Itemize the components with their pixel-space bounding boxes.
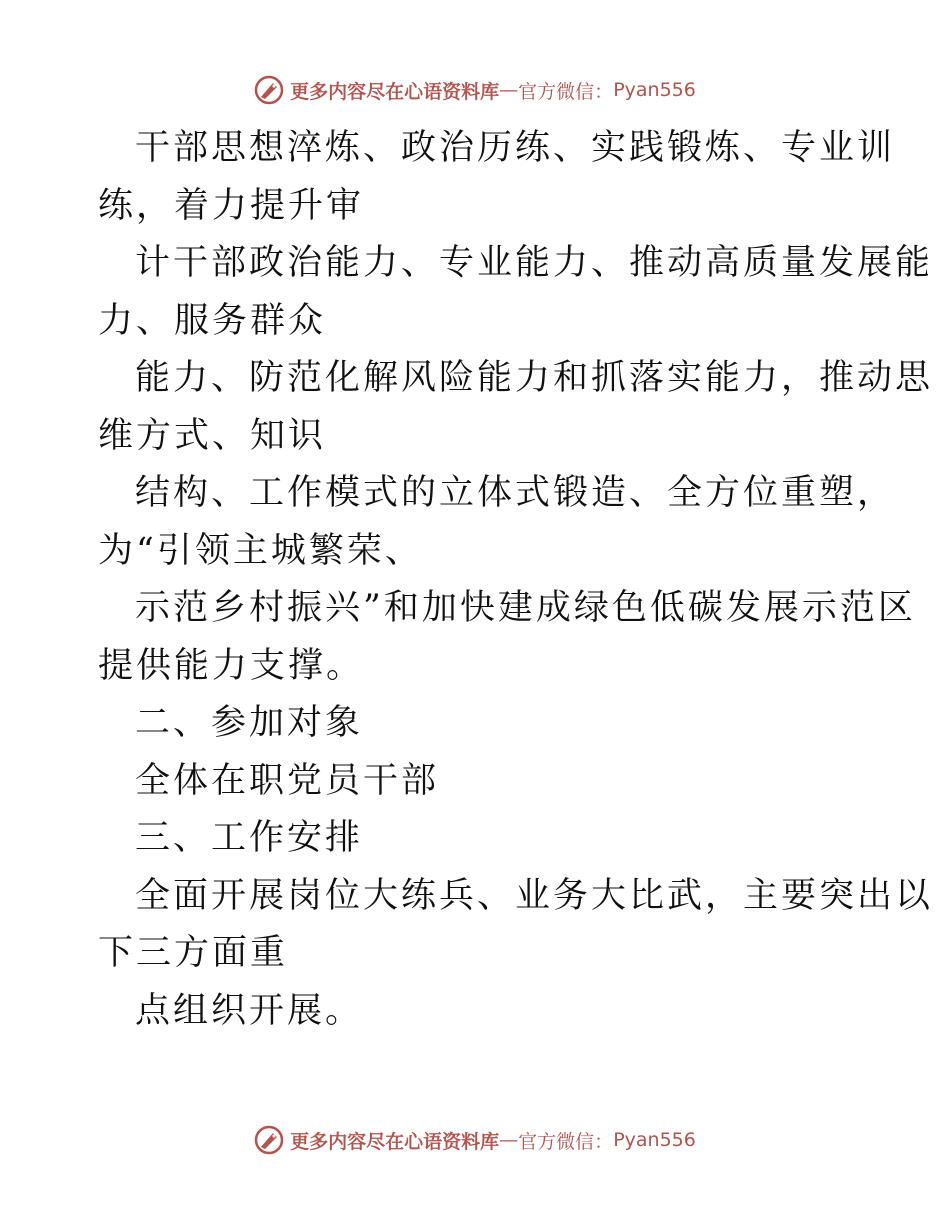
body-line: 全体在职党员干部 <box>135 760 440 801</box>
header-watermark <box>0 72 950 108</box>
body-line: 示范乡村振兴”和加快建成绿色低碳发展示范区 <box>135 588 916 628</box>
footer-watermark <box>0 1122 950 1158</box>
body-line: 结构、工作模式的立体式锻造、全方位重塑， <box>135 473 896 513</box>
body-line: 下三方面重 <box>98 933 289 973</box>
document-body <box>98 120 934 1040</box>
section-heading: 二、参加对象 <box>135 703 364 743</box>
watermark-separator: — <box>499 1129 519 1151</box>
body-line: 计干部政治能力、专业能力、推动高质量发展能 <box>135 243 934 283</box>
watermark-contact-label: 官方微信： <box>518 80 614 103</box>
pen-nib-logo-icon <box>254 1125 284 1155</box>
watermark-contact-label: 官方微信： <box>518 1130 614 1153</box>
watermark-separator: — <box>499 79 519 101</box>
watermark-contact-handle: Pyan556 <box>613 1129 696 1151</box>
body-line: 力、服务群众 <box>98 300 327 341</box>
watermark-brand-text: 更多内容尽在心语资料库 <box>290 80 500 103</box>
pen-nib-logo-icon <box>254 75 284 105</box>
watermark-contact-handle: Pyan556 <box>613 79 696 101</box>
body-line: 练，着力提升审 <box>98 185 365 226</box>
body-line: 点组织开展。 <box>135 990 364 1031</box>
body-line: 全面开展岗位大练兵、业务大比武，主要突出以 <box>135 875 934 916</box>
body-line: 能力、防范化解风险能力和抓落实能力，推动思 <box>135 358 934 398</box>
body-line: 为“引领主城繁荣、 <box>98 530 423 571</box>
section-heading: 三、工作安排 <box>135 818 364 858</box>
body-line: 维方式、知识 <box>98 415 327 456</box>
body-line: 干部思想淬炼、政治历练、实践锻炼、专业训 <box>135 128 896 168</box>
watermark-brand-text: 更多内容尽在心语资料库 <box>290 1130 500 1153</box>
body-line: 提供能力支撑。 <box>98 645 365 686</box>
